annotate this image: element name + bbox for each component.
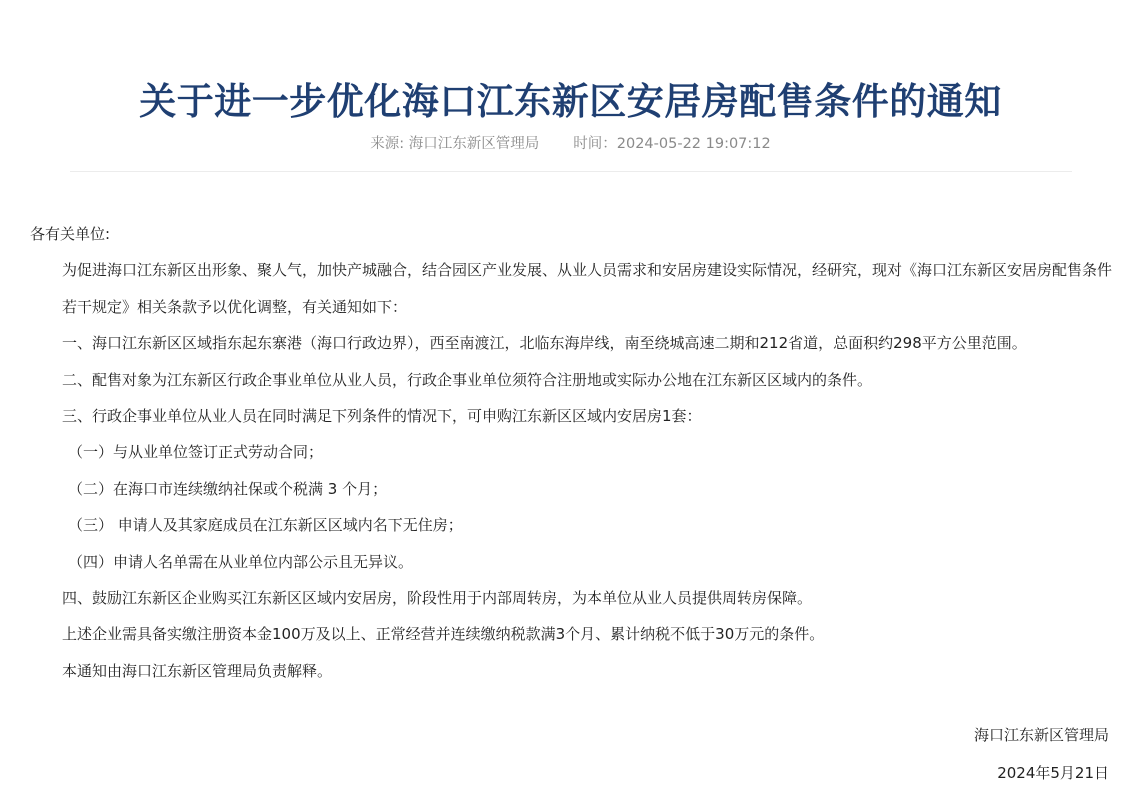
notice-body <box>30 216 1120 689</box>
item-1: 一、海口江东新区区域指东起东寨港（海口行政边界），西至南渡江，北临东海岸线，南至绕城高速二期和212省道，总面积约298平方公里范围。 <box>62 334 1027 353</box>
article-source: 来源: 海口江东新区管理局 <box>370 136 540 152</box>
article-meta <box>0 134 1141 154</box>
page-title: 关于进一步优化海口江东新区安居房配售条件的通知 <box>139 79 1002 123</box>
item-4: 四、鼓励江东新区企业购买江东新区区域内安居房，阶段性用于内部周转房，为本单位从业人员提供周转房保障。 <box>62 589 813 608</box>
item-2: 二、配售对象为江东新区行政企事业单位从业人员，行政企事业单位须符合注册地或实际办公地在江东新区区域内的条件。 <box>62 370 873 389</box>
condition-1: （一）与从业单位签订正式劳动合同； <box>68 443 324 462</box>
header-divider <box>70 171 1072 172</box>
signature-org: 海口江东新区管理局 <box>973 726 1109 744</box>
condition-2: （二）在海口市连续缴纳社保或个税满 3 个月； <box>68 479 388 498</box>
signature-date: 2024年5月21日 <box>997 764 1109 782</box>
requirement-paragraph: 上述企业需具备实缴注册资本金100万及以上、正常经营并连续缴纳税款满3个月、累计纳税不低于30万元的条件。 <box>62 625 825 644</box>
condition-3: （三） 申请人及其家庭成员在江东新区区域内名下无住房； <box>68 516 463 535</box>
item-3: 三、行政企事业单位从业人员在同时满足下列条件的情况下，可申购江东新区区域内安居房1套： <box>62 407 702 426</box>
intro-paragraph: 为促进海口江东新区出形象、聚人气，加快产城融合，结合园区产业发展、从业人员需求和安居房建设实际情况，经研究，现对《海口江东新区安居房配售条件若干规定》相关条款予以优化调整，有关通知如下： <box>62 261 1113 316</box>
condition-4: （四）申请人名单需在从业单位内部公示且无异议。 <box>68 552 414 571</box>
article-time: 时间：2024-05-22 19:07:12 <box>573 136 771 152</box>
interpretation-paragraph: 本通知由海口江东新区管理局负责解释。 <box>62 661 333 680</box>
salutation: 各有关单位: <box>30 225 111 243</box>
